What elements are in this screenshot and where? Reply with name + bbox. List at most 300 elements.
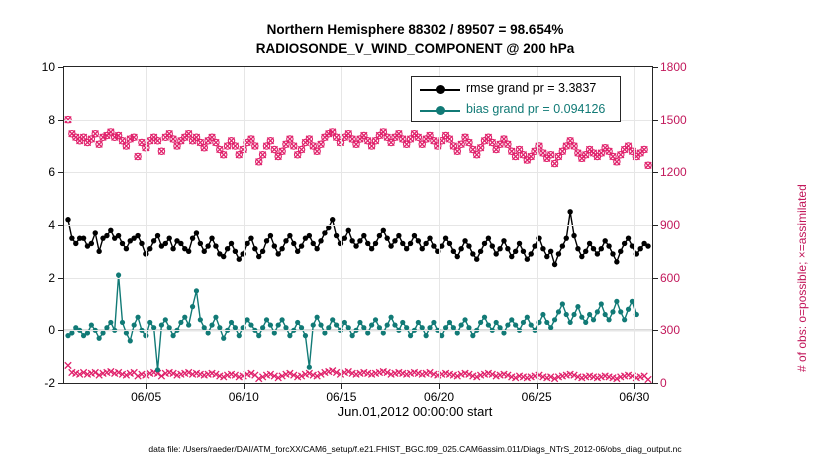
data-point bbox=[268, 233, 273, 238]
data-point bbox=[614, 259, 619, 264]
x-tick-label: 06/15 bbox=[326, 390, 357, 404]
y-tick-label-right: 1500 bbox=[660, 112, 687, 127]
data-point bbox=[431, 320, 436, 325]
y-tick-label-left: 0 bbox=[48, 323, 55, 338]
data-point bbox=[221, 336, 226, 341]
gridline-horizontal bbox=[64, 172, 652, 173]
data-point bbox=[486, 235, 491, 240]
data-point bbox=[139, 241, 144, 246]
gridline-vertical bbox=[146, 67, 147, 383]
data-point-cross bbox=[547, 152, 553, 158]
data-point bbox=[392, 322, 397, 327]
data-point bbox=[544, 320, 549, 325]
tick-mark-right bbox=[652, 67, 658, 68]
data-point bbox=[120, 320, 125, 325]
data-point bbox=[560, 243, 565, 248]
data-point-cross bbox=[520, 152, 526, 158]
data-point bbox=[73, 241, 78, 246]
tick-mark-right bbox=[652, 330, 658, 331]
y-tick-label-left: 8 bbox=[48, 112, 55, 127]
data-point bbox=[416, 320, 421, 325]
data-point bbox=[248, 235, 253, 240]
data-point-cross bbox=[96, 141, 102, 147]
data-point bbox=[423, 241, 428, 246]
data-point bbox=[458, 246, 463, 251]
data-point bbox=[256, 333, 261, 338]
data-point bbox=[353, 243, 358, 248]
data-point bbox=[229, 241, 234, 246]
data-point bbox=[342, 320, 347, 325]
data-point bbox=[505, 322, 510, 327]
data-point-cross bbox=[606, 148, 612, 154]
data-point-cross bbox=[446, 136, 452, 142]
data-point bbox=[610, 251, 615, 256]
tick-mark-bottom bbox=[634, 383, 635, 389]
tick-mark-left bbox=[58, 120, 64, 121]
data-point bbox=[287, 333, 292, 338]
data-point bbox=[404, 246, 409, 251]
data-point bbox=[478, 249, 483, 254]
data-point bbox=[233, 249, 238, 254]
data-point-cross bbox=[209, 134, 215, 140]
data-point bbox=[322, 230, 327, 235]
data-point bbox=[603, 312, 608, 317]
data-point bbox=[311, 241, 316, 246]
data-point-cross bbox=[419, 141, 425, 147]
tick-mark-right bbox=[652, 120, 658, 121]
data-point bbox=[198, 241, 203, 246]
data-point-cross bbox=[228, 138, 234, 144]
data-point bbox=[466, 243, 471, 248]
data-point-cross bbox=[224, 143, 230, 149]
data-point-cross bbox=[645, 162, 651, 168]
data-point bbox=[595, 251, 600, 256]
data-point bbox=[602, 238, 607, 243]
data-point-cross bbox=[368, 143, 374, 149]
data-point bbox=[120, 241, 125, 246]
data-point bbox=[318, 238, 323, 243]
legend-label-bias: bias grand pr = 0.094126 bbox=[466, 102, 606, 116]
y-tick-label-left: 2 bbox=[48, 270, 55, 285]
data-point bbox=[178, 320, 183, 325]
data-point bbox=[349, 238, 354, 243]
data-point bbox=[579, 254, 584, 259]
data-point-cross bbox=[263, 143, 269, 149]
y-tick-label-right: 1200 bbox=[660, 165, 687, 180]
data-point bbox=[373, 241, 378, 246]
data-point bbox=[256, 254, 261, 259]
tick-mark-left bbox=[58, 67, 64, 68]
gridline-vertical bbox=[341, 67, 342, 383]
data-point bbox=[209, 235, 214, 240]
data-point bbox=[482, 315, 487, 320]
data-point bbox=[178, 241, 183, 246]
data-point bbox=[377, 233, 382, 238]
y-tick-label-right: 300 bbox=[660, 323, 681, 338]
data-point-cross bbox=[450, 143, 456, 149]
data-point bbox=[182, 315, 187, 320]
legend bbox=[411, 76, 621, 122]
tick-mark-right bbox=[652, 278, 658, 279]
data-point bbox=[618, 309, 623, 314]
data-point-cross bbox=[314, 148, 320, 154]
data-point-cross bbox=[259, 152, 265, 158]
data-point bbox=[291, 241, 296, 246]
gridline-horizontal bbox=[64, 278, 652, 279]
data-point-cross bbox=[454, 148, 460, 154]
data-point-cross bbox=[477, 145, 483, 151]
data-point bbox=[622, 241, 627, 246]
data-point-cross bbox=[384, 134, 390, 140]
data-point bbox=[622, 317, 627, 322]
data-point bbox=[645, 243, 650, 248]
data-point bbox=[186, 322, 191, 327]
data-point bbox=[571, 233, 576, 238]
data-point bbox=[268, 322, 273, 327]
data-point bbox=[283, 238, 288, 243]
data-point-cross bbox=[345, 131, 351, 137]
data-point-cross bbox=[123, 143, 129, 149]
data-point bbox=[163, 317, 168, 322]
data-point bbox=[260, 249, 265, 254]
data-point-cross bbox=[407, 136, 413, 142]
data-point bbox=[330, 317, 335, 322]
data-point bbox=[384, 235, 389, 240]
data-point bbox=[610, 309, 615, 314]
data-point bbox=[455, 254, 460, 259]
data-point bbox=[190, 235, 195, 240]
data-point-cross bbox=[610, 153, 616, 159]
data-point bbox=[509, 317, 514, 322]
data-point bbox=[412, 233, 417, 238]
data-point bbox=[567, 209, 572, 214]
data-point-cross bbox=[474, 152, 480, 158]
data-point-cross bbox=[400, 136, 406, 142]
data-point-cross bbox=[493, 146, 499, 152]
data-point-cross bbox=[108, 129, 114, 135]
data-point-cross bbox=[279, 148, 285, 154]
data-point bbox=[124, 246, 129, 251]
data-point bbox=[416, 238, 421, 243]
tick-mark-left bbox=[58, 383, 64, 384]
y-tick-label-right: 1800 bbox=[660, 60, 687, 74]
data-point bbox=[334, 233, 339, 238]
data-point bbox=[490, 243, 495, 248]
tick-mark-right bbox=[652, 172, 658, 173]
data-point bbox=[606, 243, 611, 248]
tick-mark-left bbox=[58, 225, 64, 226]
data-point-cross bbox=[158, 373, 164, 379]
tick-mark-left bbox=[58, 330, 64, 331]
data-point bbox=[509, 254, 514, 259]
data-point bbox=[330, 217, 335, 222]
data-point bbox=[560, 301, 565, 306]
data-point bbox=[303, 333, 308, 338]
y-tick-label-right: 0 bbox=[660, 376, 667, 390]
data-point bbox=[295, 249, 300, 254]
data-point-cross bbox=[92, 131, 98, 137]
data-point bbox=[205, 243, 210, 248]
data-point-cross bbox=[310, 143, 316, 149]
data-point-cross bbox=[333, 134, 339, 140]
data-point bbox=[357, 320, 362, 325]
data-point-cross bbox=[65, 362, 71, 368]
data-point bbox=[318, 322, 323, 327]
data-point bbox=[614, 299, 619, 304]
gridline-horizontal bbox=[64, 330, 652, 331]
data-point-cross bbox=[372, 138, 378, 144]
data-point bbox=[505, 246, 510, 251]
data-point-cross bbox=[197, 139, 203, 145]
data-point-cross bbox=[213, 139, 219, 145]
data-point bbox=[357, 238, 362, 243]
data-point bbox=[248, 322, 253, 327]
data-point bbox=[474, 257, 479, 262]
data-point bbox=[552, 317, 557, 322]
data-point bbox=[147, 320, 152, 325]
data-point-cross bbox=[509, 148, 515, 154]
data-point bbox=[424, 333, 429, 338]
tick-mark-bottom bbox=[537, 383, 538, 389]
data-point bbox=[209, 322, 214, 327]
data-point bbox=[237, 333, 242, 338]
data-point bbox=[486, 322, 491, 327]
data-point bbox=[213, 243, 218, 248]
data-point bbox=[517, 241, 522, 246]
data-point-cross bbox=[221, 152, 227, 158]
data-point bbox=[606, 317, 611, 322]
data-point bbox=[221, 254, 226, 259]
y-tick-label-left: -2 bbox=[44, 376, 55, 390]
data-point bbox=[350, 333, 355, 338]
data-point-cross bbox=[154, 138, 160, 144]
data-point-cross bbox=[349, 136, 355, 142]
x-tick-label: 06/25 bbox=[521, 390, 552, 404]
data-point bbox=[170, 246, 175, 251]
data-point bbox=[194, 230, 199, 235]
data-point bbox=[599, 246, 604, 251]
data-point bbox=[591, 246, 596, 251]
data-point bbox=[381, 228, 386, 233]
data-point bbox=[159, 322, 164, 327]
data-point-cross bbox=[298, 146, 304, 152]
gridline-vertical bbox=[244, 67, 245, 383]
gridline-horizontal bbox=[64, 225, 652, 226]
data-point bbox=[618, 249, 623, 254]
data-point bbox=[279, 317, 284, 322]
data-point-cross bbox=[193, 134, 199, 140]
data-point-cross bbox=[232, 143, 238, 149]
data-point bbox=[521, 249, 526, 254]
data-point bbox=[513, 249, 518, 254]
y-axis-label-right: # of obs: o=possible; ×=assimilated bbox=[795, 184, 809, 372]
data-point bbox=[579, 315, 584, 320]
data-point-cross bbox=[512, 153, 518, 159]
data-point-cross bbox=[501, 136, 507, 142]
data-point bbox=[400, 241, 405, 246]
data-point-cross bbox=[275, 153, 281, 159]
data-point bbox=[587, 312, 592, 317]
data-point-cross bbox=[380, 129, 386, 135]
data-point bbox=[104, 233, 109, 238]
data-point-cross bbox=[185, 131, 191, 137]
data-point-cross bbox=[166, 131, 172, 137]
data-point-cross bbox=[435, 143, 441, 149]
data-point bbox=[443, 235, 448, 240]
series-line bbox=[68, 275, 636, 370]
data-point bbox=[521, 320, 526, 325]
legend-marker-bias bbox=[436, 106, 445, 115]
data-point bbox=[478, 320, 483, 325]
data-point-cross bbox=[625, 143, 631, 149]
data-point bbox=[202, 249, 207, 254]
data-point bbox=[568, 320, 573, 325]
data-point bbox=[388, 315, 393, 320]
data-point-cross bbox=[458, 141, 464, 147]
data-point bbox=[108, 320, 113, 325]
data-point bbox=[626, 235, 631, 240]
data-point-cross bbox=[540, 150, 546, 156]
data-point bbox=[583, 320, 588, 325]
data-point bbox=[361, 233, 366, 238]
data-point-cross bbox=[236, 152, 242, 158]
y-tick-label-left: 10 bbox=[41, 60, 55, 74]
data-point bbox=[564, 235, 569, 240]
data-point bbox=[307, 365, 312, 370]
data-point bbox=[548, 249, 553, 254]
data-point-cross bbox=[614, 159, 620, 165]
data-point bbox=[65, 217, 70, 222]
data-point-cross bbox=[306, 136, 312, 142]
data-point bbox=[116, 233, 121, 238]
data-point-cross bbox=[559, 148, 565, 154]
data-point bbox=[314, 246, 319, 251]
data-point bbox=[346, 228, 351, 233]
data-point-cross bbox=[88, 136, 94, 142]
data-point bbox=[431, 243, 436, 248]
tick-mark-left bbox=[58, 172, 64, 173]
data-point bbox=[287, 233, 292, 238]
data-point-cross bbox=[415, 134, 421, 140]
data-point bbox=[447, 320, 452, 325]
data-point-cross bbox=[248, 136, 254, 142]
data-point-cross bbox=[353, 141, 359, 147]
data-point-cross bbox=[641, 146, 647, 152]
data-point bbox=[276, 322, 281, 327]
y-tick-label-right: 900 bbox=[660, 218, 681, 232]
data-point-cross bbox=[201, 145, 207, 151]
data-point bbox=[575, 304, 580, 309]
data-point-cross bbox=[267, 138, 273, 144]
x-tick-label: 06/10 bbox=[228, 390, 259, 404]
data-point-cross bbox=[516, 146, 522, 152]
legend-item-bias[interactable] bbox=[412, 99, 620, 122]
x-axis-label: Jun.01,2012 00:00:00 start bbox=[337, 404, 493, 419]
data-point-cross bbox=[294, 152, 300, 158]
data-point bbox=[264, 317, 269, 322]
data-point-cross bbox=[583, 152, 589, 158]
data-point bbox=[190, 304, 195, 309]
y-tick-label-right: 600 bbox=[660, 270, 681, 285]
data-point-cross bbox=[462, 134, 468, 140]
data-point-cross bbox=[283, 141, 289, 147]
data-point bbox=[135, 233, 140, 238]
legend-item-rmse[interactable] bbox=[412, 78, 620, 101]
data-point bbox=[470, 251, 475, 256]
data-point-cross bbox=[80, 134, 86, 140]
data-point bbox=[451, 249, 456, 254]
data-point-cross bbox=[158, 148, 164, 154]
data-point-cross bbox=[252, 143, 258, 149]
tick-mark-bottom bbox=[244, 383, 245, 389]
data-point bbox=[556, 309, 561, 314]
data-point-cross bbox=[470, 146, 476, 152]
data-point bbox=[186, 249, 191, 254]
data-point-cross bbox=[396, 131, 402, 137]
data-point-cross bbox=[551, 160, 557, 166]
data-point bbox=[494, 320, 499, 325]
data-point bbox=[638, 246, 643, 251]
data-point bbox=[167, 235, 172, 240]
data-point-cross bbox=[271, 146, 277, 152]
data-point bbox=[427, 235, 432, 240]
data-point bbox=[147, 246, 152, 251]
legend-marker-rmse bbox=[436, 85, 445, 94]
data-point bbox=[599, 301, 604, 306]
data-point-cross bbox=[119, 138, 125, 144]
data-point bbox=[229, 320, 234, 325]
tick-mark-left bbox=[58, 278, 64, 279]
data-point bbox=[155, 367, 160, 372]
data-point bbox=[470, 333, 475, 338]
data-point-cross bbox=[555, 153, 561, 159]
data-point bbox=[299, 243, 304, 248]
data-point-cross bbox=[318, 141, 324, 147]
data-point bbox=[595, 309, 600, 314]
tick-mark-right bbox=[652, 383, 658, 384]
data-point-cross bbox=[365, 138, 371, 144]
data-point bbox=[529, 251, 534, 256]
data-point bbox=[501, 238, 506, 243]
data-point bbox=[587, 241, 592, 246]
data-point-cross bbox=[618, 152, 624, 158]
data-point-cross bbox=[291, 143, 297, 149]
data-point bbox=[334, 322, 339, 327]
data-point bbox=[540, 246, 545, 251]
data-point bbox=[540, 312, 545, 317]
data-point-cross bbox=[170, 136, 176, 142]
data-point bbox=[213, 315, 218, 320]
data-point-cross bbox=[563, 143, 569, 149]
data-point bbox=[128, 338, 133, 343]
y-tick-label-left: 4 bbox=[48, 218, 55, 232]
data-point bbox=[385, 322, 390, 327]
data-point bbox=[244, 241, 249, 246]
data-point bbox=[392, 238, 397, 243]
data-point bbox=[583, 249, 588, 254]
data-point bbox=[373, 317, 378, 322]
data-point-cross bbox=[256, 159, 262, 165]
tick-mark-bottom bbox=[341, 383, 342, 389]
data-point-cross bbox=[598, 150, 604, 156]
data-point-cross bbox=[174, 143, 180, 149]
data-point bbox=[244, 317, 249, 322]
data-point bbox=[135, 315, 140, 320]
data-point bbox=[447, 241, 452, 246]
data-point bbox=[252, 246, 257, 251]
data-point bbox=[482, 241, 487, 246]
data-point bbox=[575, 246, 580, 251]
